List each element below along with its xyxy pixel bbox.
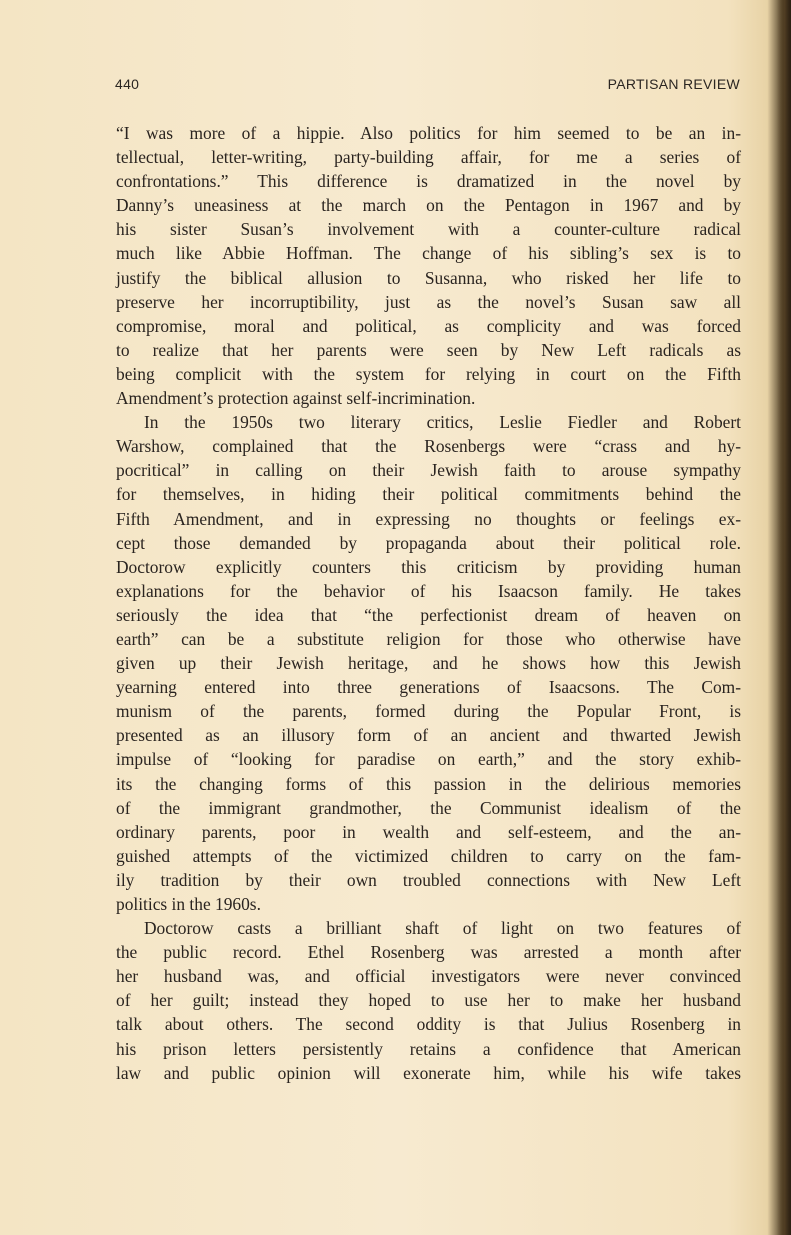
text-line: yearning entered into three generations of Isaacsons. The Com-: [116, 677, 741, 698]
text-line: Amendment’s protection against self-incrimination.: [116, 388, 476, 409]
text-line: talk about others. The second oddity is that Julius Rosenberg in: [116, 1014, 741, 1035]
paragraph: [116, 410, 741, 916]
text-line: his prison letters persistently retains a confidence that American: [116, 1038, 741, 1059]
text-line: justify the biblical allusion to Susanna, who risked her life to: [116, 267, 741, 288]
text-line: In the 1950s two literary critics, Leslie Fiedler and Robert: [144, 412, 741, 433]
text-line: being complicit with the system for relying in court on the Fifth: [116, 363, 741, 384]
text-line: explanations for the behavior of his Isaacson family. He takes: [116, 580, 741, 601]
text-line: Doctorow explicitly counters this criticism by providing human: [116, 556, 741, 577]
text-line: Doctorow casts a brilliant shaft of light on two features of: [144, 918, 741, 939]
text-line: seriously the idea that “the perfectionist dream of heaven on: [116, 604, 741, 625]
text-line: of the immigrant grandmother, the Communist idealism of the: [116, 797, 741, 818]
text-line: “I was more of a hippie. Also politics for him seemed to be an in-: [116, 123, 741, 143]
running-head: [115, 76, 740, 96]
text-line: preserve her incorruptibility, just as the novel’s Susan saw all: [116, 291, 741, 312]
text-line: ily tradition by their own troubled connections with New Left: [116, 869, 741, 890]
text-line: Warshow, complained that the Rosenbergs were “crass and hy-: [116, 436, 741, 457]
journal-title: PARTISAN REVIEW: [607, 76, 740, 92]
text-line: politics in the 1960s.: [116, 894, 261, 914]
body-text: [116, 121, 741, 1085]
text-line: pocritical” in calling on their Jewish faith to arouse sympathy: [116, 460, 741, 481]
page-number: 440: [115, 76, 140, 92]
text-line: of her guilt; instead they hoped to use her to make her husband: [116, 990, 741, 1011]
text-line: law and public opinion will exonerate him, while his wife takes: [116, 1062, 741, 1083]
text-line: her husband was, and official investigators were never convinced: [116, 966, 741, 987]
text-line: his sister Susan’s involvement with a counter-culture radical: [116, 219, 741, 240]
page-spine-shadow: [777, 0, 791, 1235]
text-line: presented as an illusory form of an ancient and thwarted Jewish: [116, 725, 741, 746]
text-line: the public record. Ethel Rosenberg was arrested a month after: [116, 942, 741, 963]
text-line: Fifth Amendment, and in expressing no thoughts or feelings ex-: [116, 508, 741, 529]
text-line: much like Abbie Hoffman. The change of his sibling’s sex is to: [116, 243, 741, 264]
text-line: confrontations.” This difference is dramatized in the novel by: [116, 171, 741, 192]
text-line: cept those demanded by propaganda about their political role.: [116, 532, 741, 553]
text-line: for themselves, in hiding their political commitments behind the: [116, 484, 741, 505]
text-line: given up their Jewish heritage, and he shows how this Jewish: [116, 653, 741, 674]
paragraph: [116, 121, 741, 410]
text-line: earth” can be a substitute religion for those who otherwise have: [116, 628, 741, 649]
paragraph: [116, 916, 741, 1085]
text-line: munism of the parents, formed during the Popular Front, is: [116, 701, 741, 722]
text-line: ordinary parents, poor in wealth and self-esteem, and the an-: [116, 821, 741, 842]
text-line: impulse of “looking for paradise on earth,” and the story exhib-: [116, 749, 741, 770]
text-line: compromise, moral and political, as complicity and was forced: [116, 315, 741, 336]
text-line: its the changing forms of this passion in the delirious memories: [116, 773, 741, 794]
text-line: Danny’s uneasiness at the march on the Pentagon in 1967 and by: [116, 195, 741, 216]
text-line: guished attempts of the victimized children to carry on the fam-: [116, 845, 741, 866]
text-line: to realize that her parents were seen by New Left radicals as: [116, 339, 741, 360]
text-line: tellectual, letter-writing, party-building affair, for me a series of: [116, 147, 741, 168]
